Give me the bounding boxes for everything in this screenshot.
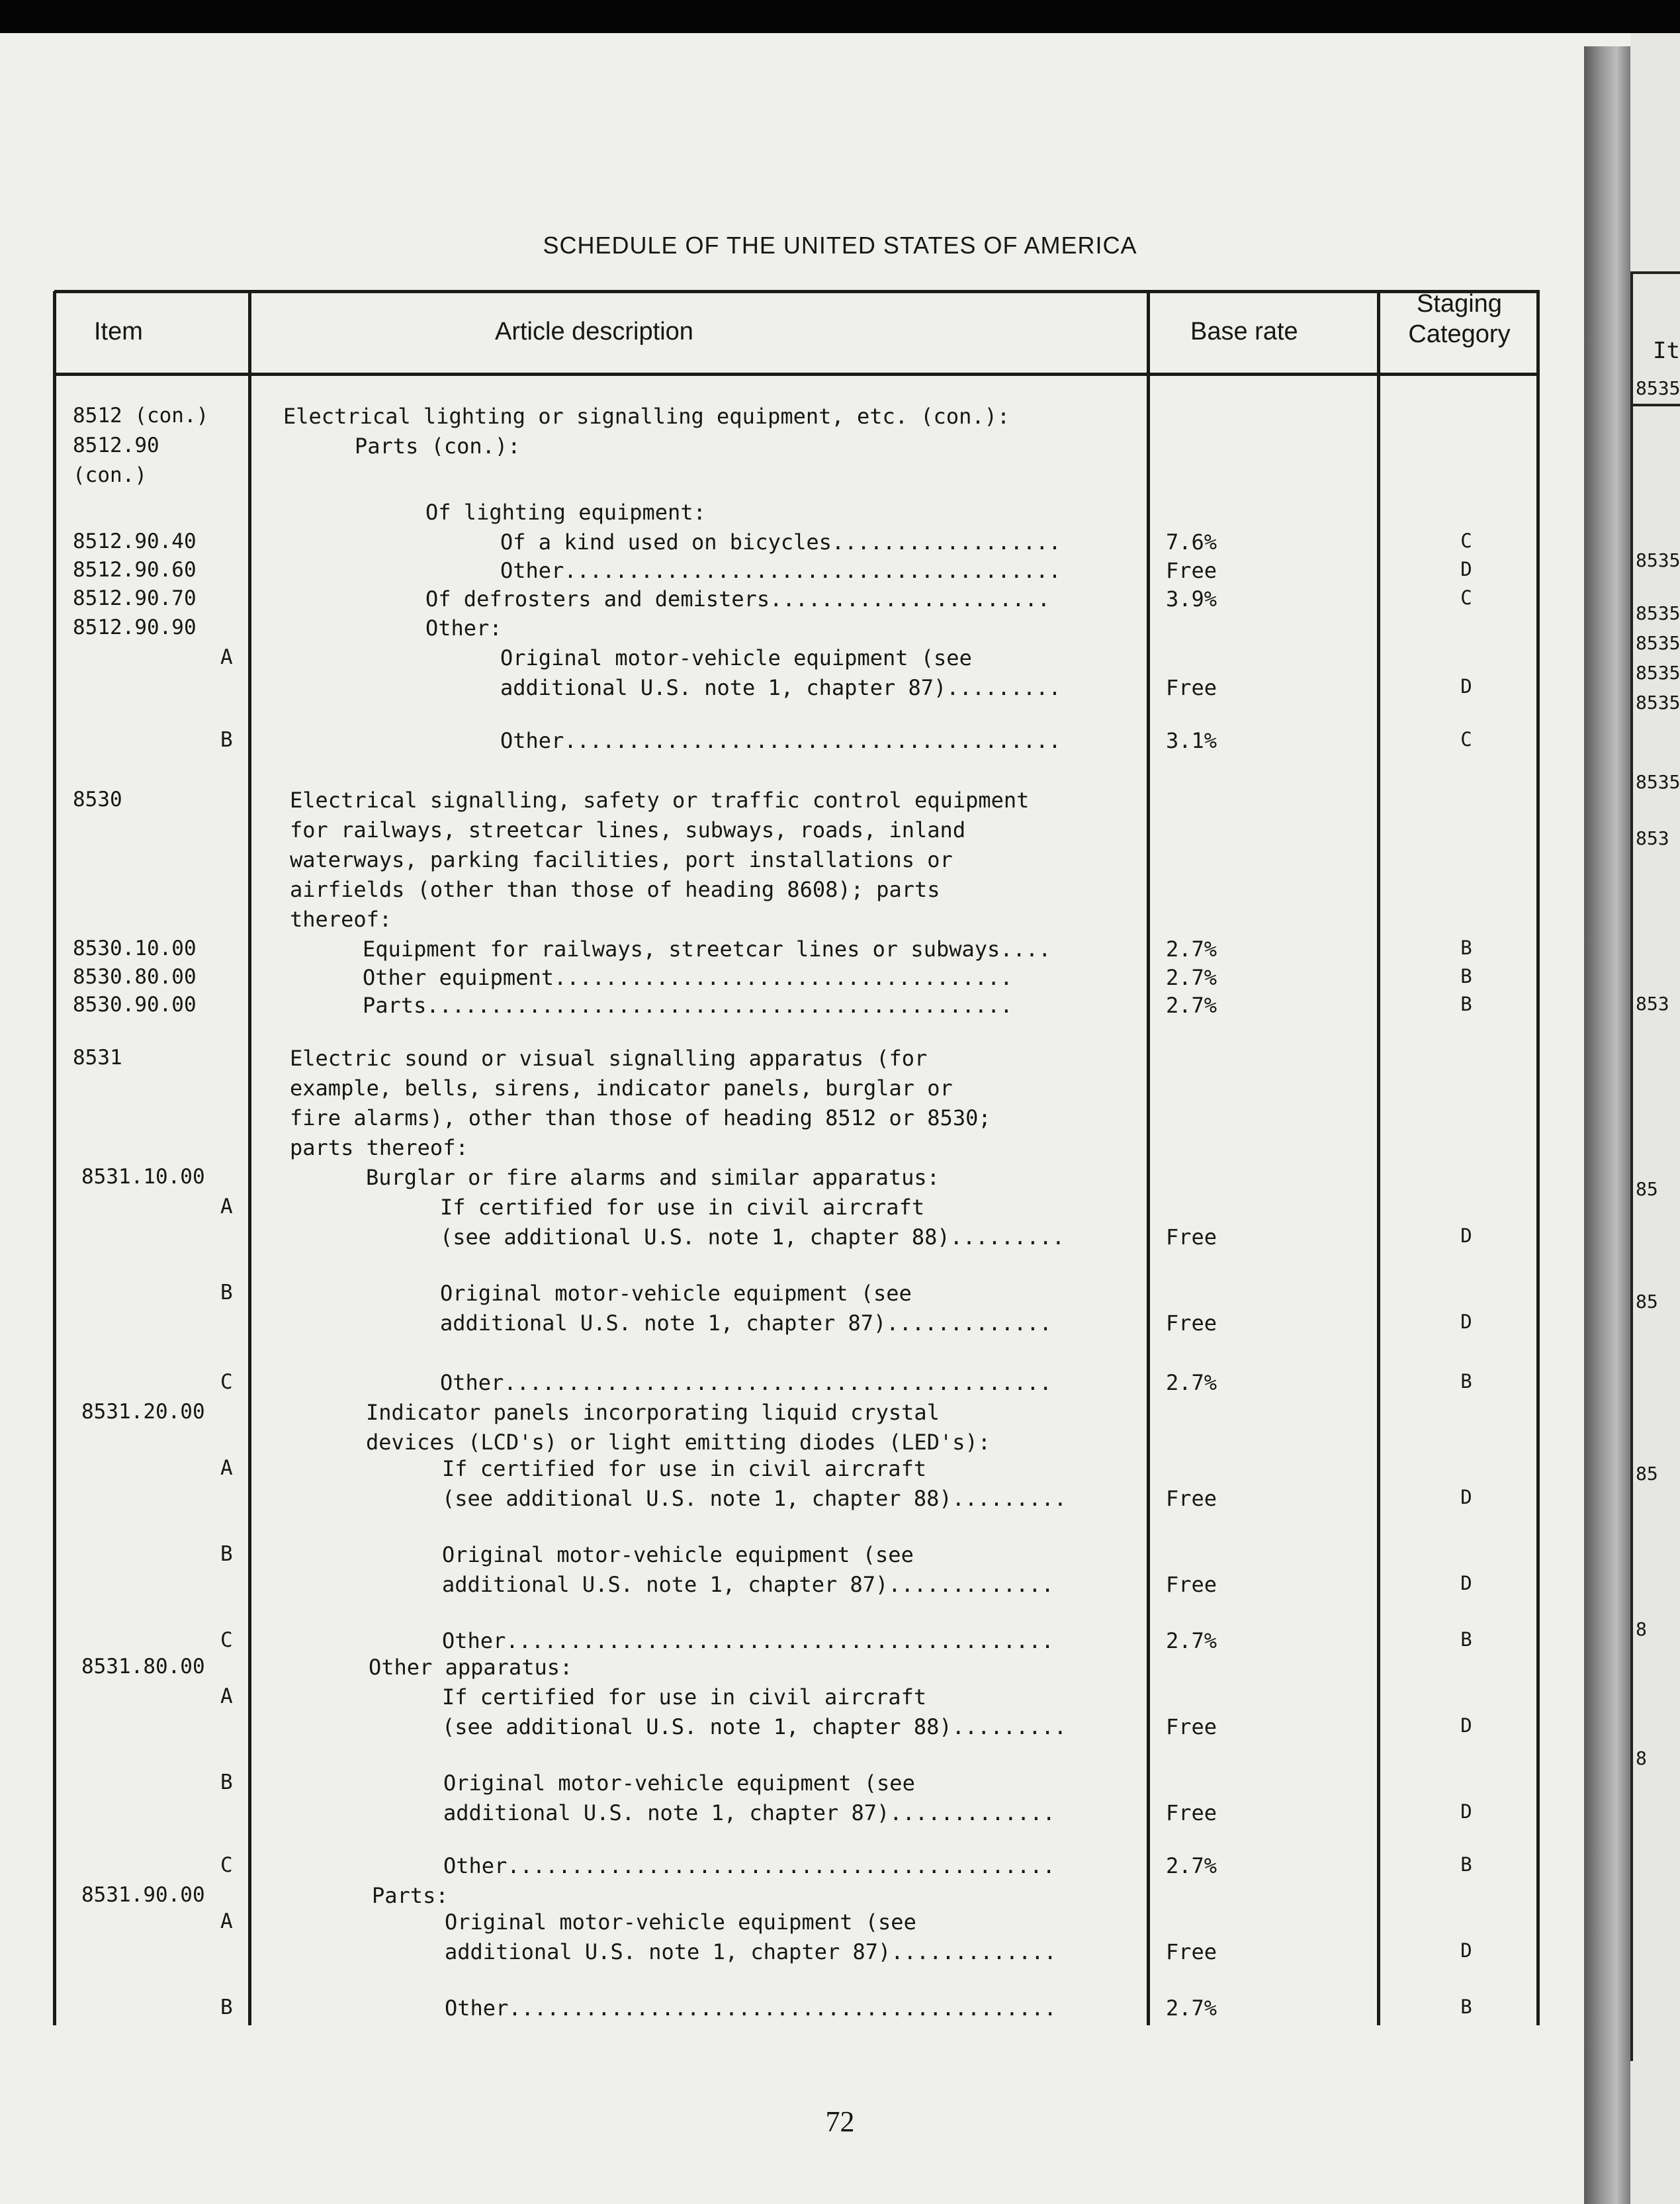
staging-category-value: B <box>1460 1628 1472 1651</box>
article-description: Original motor-vehicle equipment (see <box>445 1909 916 1935</box>
item-code: (con.) <box>73 463 147 487</box>
table-right-rule <box>1536 291 1540 2025</box>
article-description: Other apparatus: <box>369 1655 573 1680</box>
article-description: Indicator panels incorporating liquid crystal <box>366 1400 940 1425</box>
staging-category-value: D <box>1460 1714 1472 1737</box>
adjacent-item-fragment: 8535 <box>1636 377 1680 399</box>
article-description: Of defrosters and demisters...................... <box>425 586 1051 612</box>
article-description: Parts.............................................. <box>363 993 1013 1018</box>
article-description: additional U.S. note 1, chapter 87)......... <box>500 675 1061 700</box>
item-code: 8530.80.00 <box>73 965 197 989</box>
page-title: SCHEDULE OF THE UNITED STATES OF AMERICA <box>543 232 1137 259</box>
adjacent-item-fragment: 8535 <box>1636 602 1680 624</box>
scan-top-border <box>0 0 1680 33</box>
item-code: A <box>220 645 233 669</box>
adjacent-item-fragment: 85 <box>1636 1178 1658 1200</box>
item-code: C <box>220 1628 233 1652</box>
item-code: 8530.90.00 <box>73 993 197 1017</box>
item-column-rule <box>248 291 251 2025</box>
base-rate-value: Free <box>1166 1800 1217 1825</box>
article-description: additional U.S. note 1, chapter 87)............. <box>440 1310 1052 1336</box>
item-code: 8530 <box>73 788 122 811</box>
article-description: (see additional U.S. note 1, chapter 88)......... <box>442 1486 1067 1511</box>
table-header-rule <box>54 373 1540 376</box>
adjacent-item-fragment: 85 <box>1636 1291 1658 1312</box>
description-column-rule <box>1147 291 1150 2025</box>
staging-category-value: B <box>1460 1996 1472 2018</box>
adjacent-header-fragment: It <box>1653 338 1680 364</box>
article-description: Original motor-vehicle equipment (see <box>442 1542 914 1567</box>
book-spine-shadow <box>1584 46 1630 2204</box>
article-description: fire alarms), other than those of heading 8512 or 8530; <box>290 1105 991 1130</box>
base-rate-value: 7.6% <box>1166 529 1217 555</box>
staging-category-value: B <box>1460 965 1472 987</box>
item-code: B <box>220 1542 233 1566</box>
article-description: Other........................................... <box>443 1853 1055 1878</box>
adjacent-item-fragment: 853 <box>1636 993 1669 1015</box>
adjacent-item-fragment: 8535 <box>1636 692 1680 713</box>
base-rate-value: 3.1% <box>1166 728 1217 753</box>
staging-category-value: D <box>1460 1800 1472 1823</box>
article-description: Of lighting equipment: <box>425 500 706 525</box>
item-code: A <box>220 1909 233 1933</box>
adjacent-table-frame <box>1630 271 1680 2061</box>
base-rate-value: Free <box>1166 1714 1217 1739</box>
staging-category-value: D <box>1460 675 1472 698</box>
article-description: If certified for use in civil aircraft <box>442 1684 927 1710</box>
item-code: 8512 (con.) <box>73 404 209 428</box>
adjacent-header-rule <box>1630 404 1680 406</box>
base-rate-value: Free <box>1166 1310 1217 1336</box>
item-code: A <box>220 1684 233 1708</box>
adjacent-item-fragment: 8535 <box>1636 632 1680 654</box>
item-code: 8531.80.00 <box>81 1655 205 1678</box>
article-description: Parts: <box>372 1883 449 1908</box>
article-description: Electric sound or visual signalling apparatus (for <box>290 1046 928 1071</box>
article-description: Electrical signalling, safety or traffic control equipment <box>290 788 1030 813</box>
article-description: Other........................................... <box>442 1628 1054 1653</box>
base-rate-value: 2.7% <box>1166 1628 1217 1653</box>
article-description: Other....................................... <box>500 728 1061 753</box>
staging-category-value: C <box>1460 529 1472 552</box>
article-description: Other equipment.................................... <box>363 965 1013 990</box>
article-description: parts thereof: <box>290 1135 468 1160</box>
base-rate-value: Free <box>1166 1224 1217 1250</box>
base-rate-value: 2.7% <box>1166 937 1217 962</box>
item-code: 8531.10.00 <box>81 1165 205 1189</box>
article-description: Of a kind used on bicycles.................. <box>500 529 1061 555</box>
article-description: Burglar or fire alarms and similar apparatus: <box>366 1165 940 1190</box>
column-header-staging-category <box>1388 289 1530 349</box>
staging-category-value: C <box>1460 586 1472 609</box>
item-code: 8512.90.60 <box>73 558 197 582</box>
column-header-base-rate: Base rate <box>1190 318 1298 345</box>
item-code: 8531.90.00 <box>81 1883 205 1907</box>
base-rate-value: Free <box>1166 1939 1217 1964</box>
article-description: (see additional U.S. note 1, chapter 88)......... <box>442 1714 1067 1739</box>
item-code: 8512.90 <box>73 434 159 457</box>
base-rate-value: 3.9% <box>1166 586 1217 612</box>
adjacent-item-fragment: 8535 <box>1636 771 1680 793</box>
article-description: example, bells, sirens, indicator panels, burglar or <box>290 1076 953 1101</box>
staging-category-value: B <box>1460 1370 1472 1393</box>
base-rate-value: Free <box>1166 1486 1217 1511</box>
item-code: B <box>220 1996 233 2019</box>
column-header-staging: Staging <box>1417 290 1502 318</box>
article-description: Equipment for railways, streetcar lines or subways.... <box>363 937 1051 962</box>
item-code: 8531 <box>73 1046 122 1070</box>
staging-category-value: D <box>1460 1939 1472 1962</box>
item-code: 8530.10.00 <box>73 937 197 960</box>
staging-category-value: D <box>1460 558 1472 580</box>
article-description: for railways, streetcar lines, subways, roads, inland <box>290 817 966 843</box>
base-rate-value: 2.7% <box>1166 1853 1217 1878</box>
adjacent-item-fragment: 8 <box>1636 1618 1647 1640</box>
item-code: B <box>220 1281 233 1305</box>
staging-category-value: B <box>1460 1853 1472 1876</box>
article-description: additional U.S. note 1, chapter 87)............. <box>442 1572 1054 1597</box>
table-top-rule <box>54 290 1540 293</box>
staging-category-value: D <box>1460 1486 1472 1508</box>
base-rate-value: 2.7% <box>1166 1370 1217 1395</box>
adjacent-item-fragment: 853 <box>1636 827 1669 849</box>
article-description: additional U.S. note 1, chapter 87)............. <box>445 1939 1057 1964</box>
adjacent-item-fragment: 85 <box>1636 1463 1658 1485</box>
article-description: thereof: <box>290 907 392 932</box>
article-description: (see additional U.S. note 1, chapter 88)......... <box>440 1224 1065 1250</box>
item-code: A <box>220 1195 233 1218</box>
base-rate-value: 2.7% <box>1166 1996 1217 2021</box>
staging-category-value: B <box>1460 993 1472 1015</box>
base-rate-value: 2.7% <box>1166 993 1217 1018</box>
staging-category-value: D <box>1460 1572 1472 1594</box>
item-code: A <box>220 1456 233 1480</box>
article-description: Other....................................... <box>500 558 1061 583</box>
article-description: If certified for use in civil aircraft <box>442 1456 927 1481</box>
staging-category-value: B <box>1460 937 1472 959</box>
rate-column-rule <box>1377 291 1380 2025</box>
item-code: C <box>220 1853 233 1877</box>
article-description: additional U.S. note 1, chapter 87)............. <box>443 1800 1055 1825</box>
item-code: 8512.90.40 <box>73 529 197 553</box>
item-code: 8512.90.70 <box>73 586 197 610</box>
adjacent-item-fragment: 8535 <box>1636 549 1680 571</box>
column-header-item: Item <box>94 318 143 345</box>
adjacent-item-fragment: 8535 <box>1636 662 1680 684</box>
base-rate-value: Free <box>1166 675 1217 700</box>
article-description: Original motor-vehicle equipment (see <box>443 1770 915 1796</box>
article-description: Original motor-vehicle equipment (see <box>440 1281 912 1306</box>
page-number: 72 <box>825 2105 855 2138</box>
adjacent-item-fragment: 8 <box>1636 1747 1647 1769</box>
article-description: devices (LCD's) or light emitting diodes (LED's): <box>366 1430 991 1455</box>
staging-category-value: D <box>1460 1310 1472 1333</box>
article-description: If certified for use in civil aircraft <box>440 1195 925 1220</box>
base-rate-value: Free <box>1166 1572 1217 1597</box>
article-description: Other: <box>425 616 502 641</box>
base-rate-value: 2.7% <box>1166 965 1217 990</box>
article-description: Parts (con.): <box>355 434 521 459</box>
column-header-description: Article description <box>495 318 693 345</box>
staging-category-value: C <box>1460 728 1472 751</box>
item-code: 8512.90.90 <box>73 616 197 639</box>
item-code: 8531.20.00 <box>81 1400 205 1424</box>
staging-category-value: D <box>1460 1224 1472 1247</box>
article-description: Other........................................... <box>445 1996 1057 2021</box>
article-description: airfields (other than those of heading 8608); parts <box>290 877 940 902</box>
table-left-rule <box>53 291 56 2025</box>
article-description: Original motor-vehicle equipment (see <box>500 645 972 670</box>
base-rate-value: Free <box>1166 558 1217 583</box>
column-header-category: Category <box>1408 320 1511 348</box>
article-description: waterways, parking facilities, port installations or <box>290 847 953 872</box>
article-description: Electrical lighting or signalling equipment, etc. (con.): <box>283 404 1010 429</box>
adjacent-page-edge <box>1630 33 1680 2204</box>
article-description: Other........................................... <box>440 1370 1052 1395</box>
item-code: C <box>220 1370 233 1394</box>
item-code: B <box>220 728 233 752</box>
item-code: B <box>220 1770 233 1794</box>
